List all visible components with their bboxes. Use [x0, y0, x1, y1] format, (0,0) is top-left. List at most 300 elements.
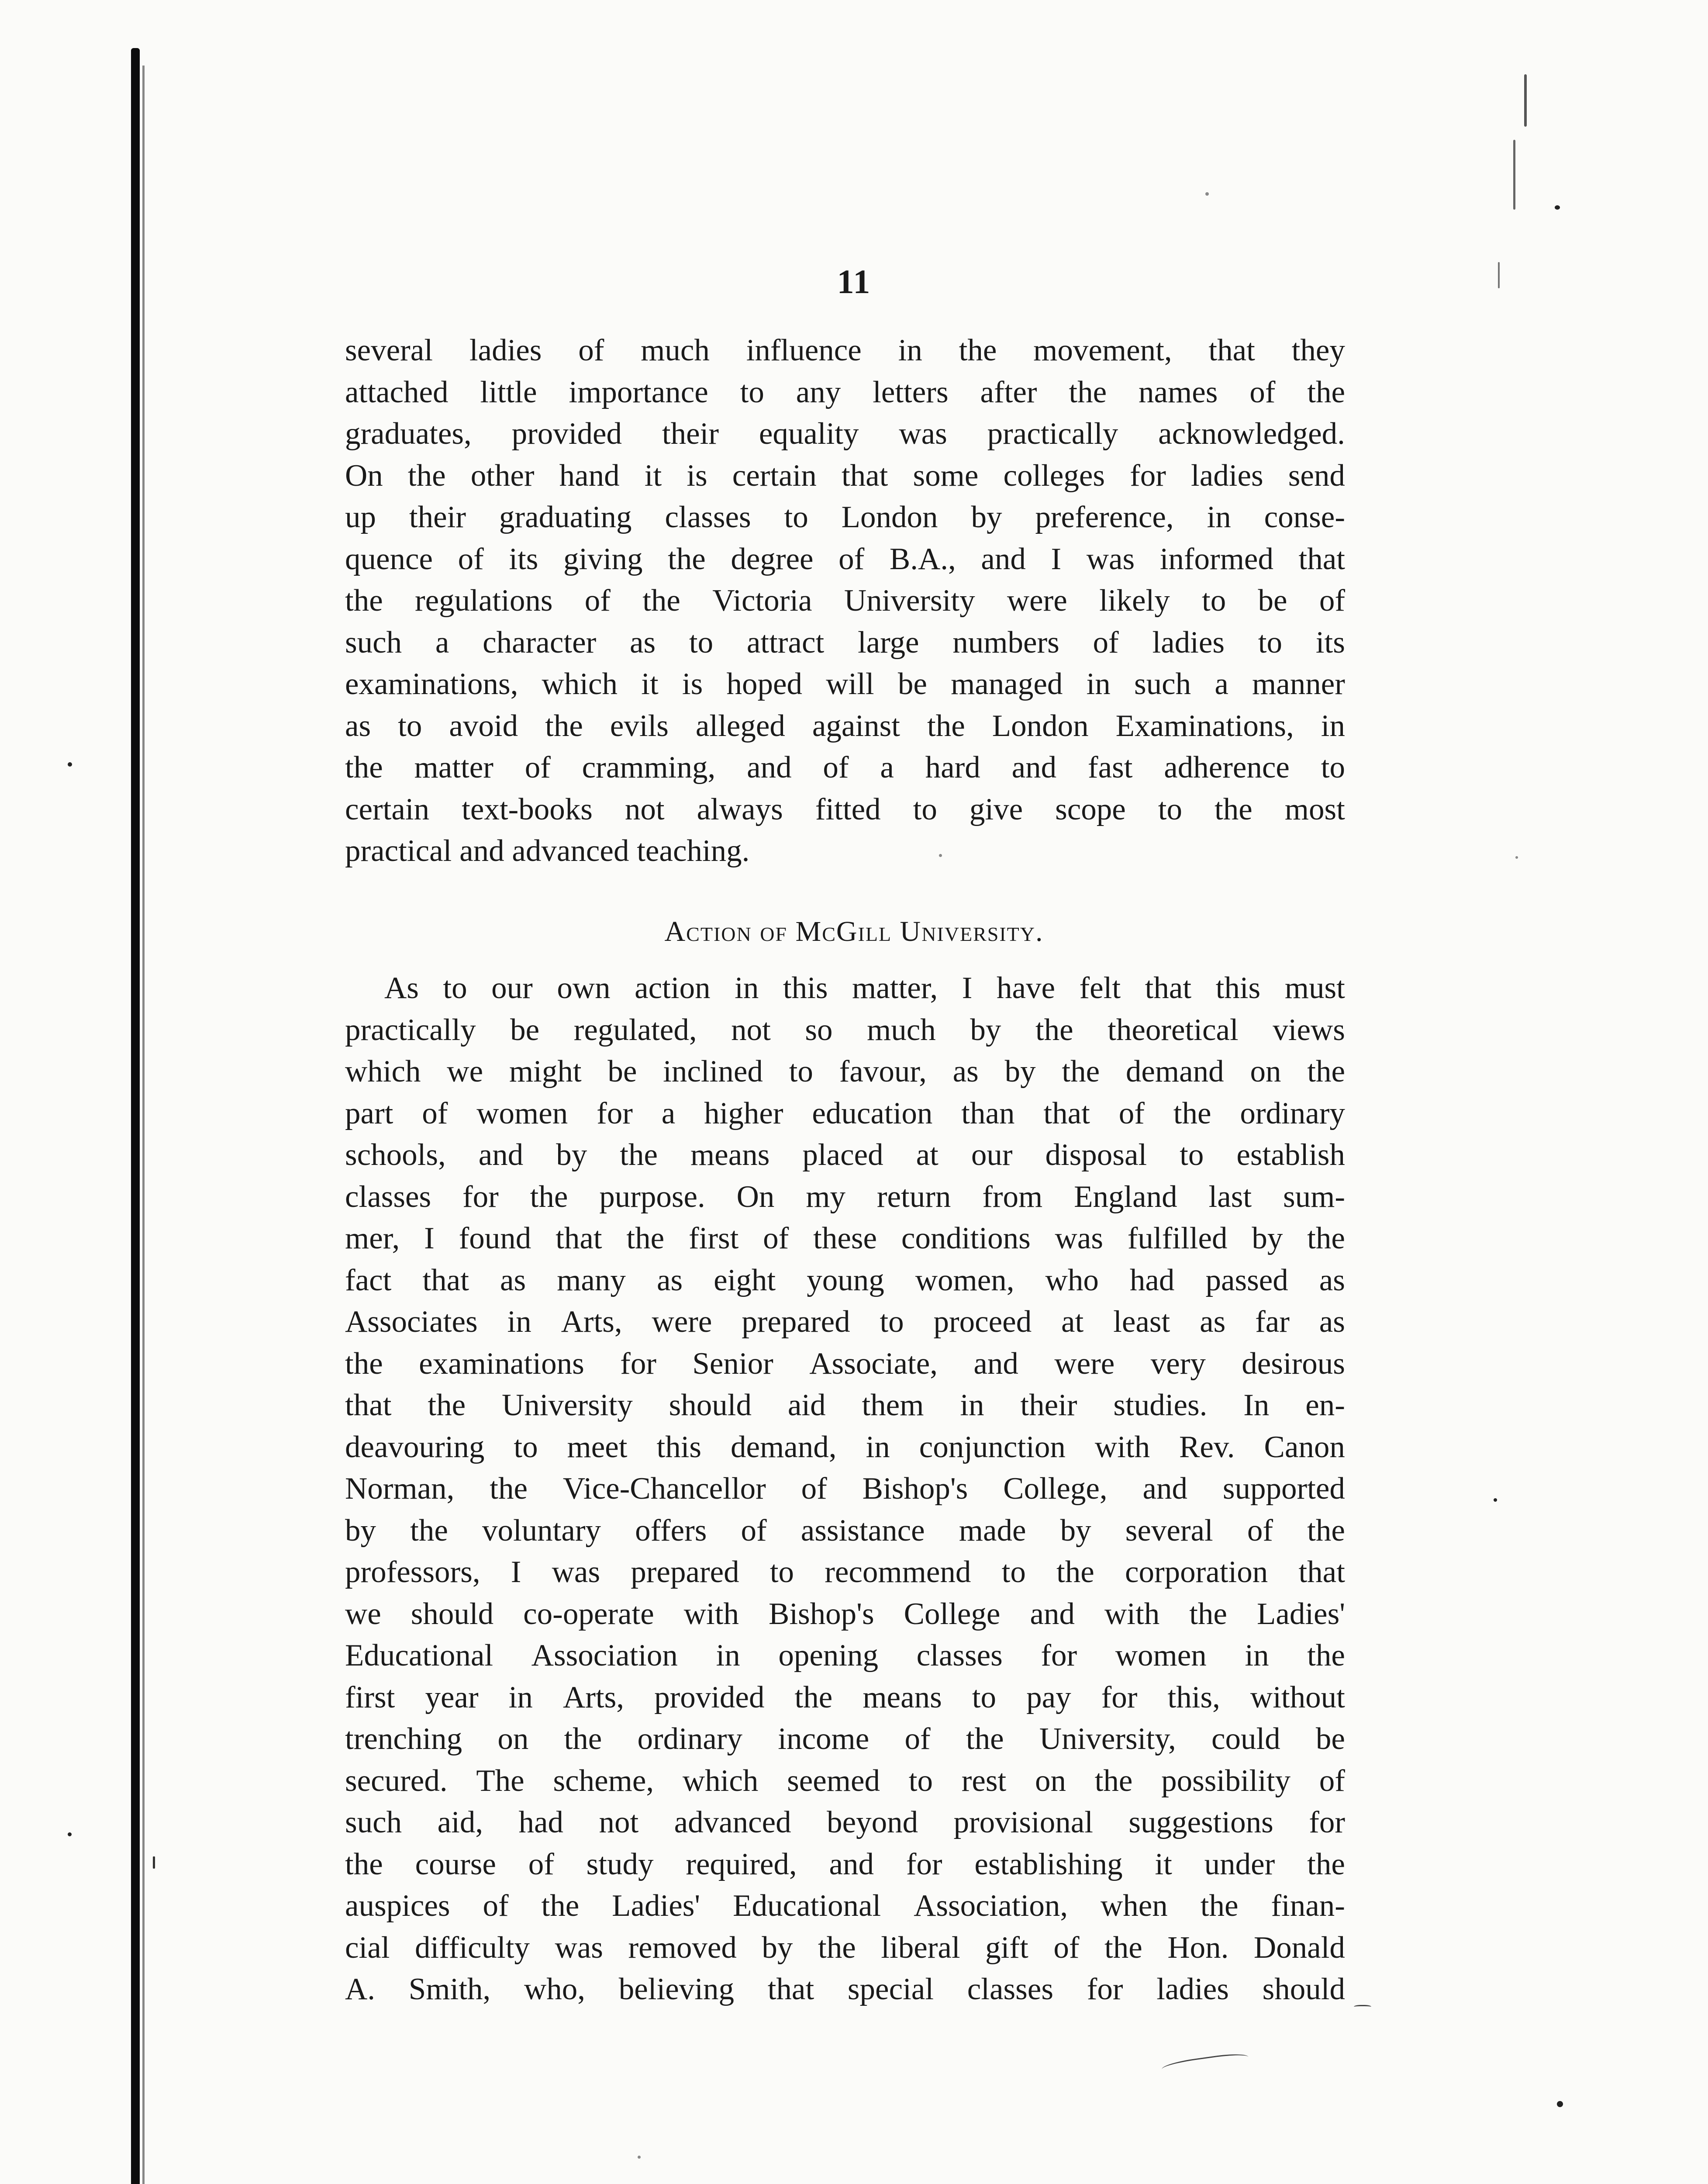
- word: in: [866, 1430, 890, 1464]
- word: to: [514, 1430, 538, 1464]
- word: influence: [746, 333, 862, 367]
- word: ladies: [1152, 625, 1225, 660]
- word: of: [578, 333, 604, 367]
- paragraph-2: [345, 968, 1345, 2011]
- word: the: [541, 1889, 580, 1923]
- word: Smith,: [408, 1972, 491, 2006]
- word: Bishop's: [862, 1472, 968, 1506]
- word: should: [669, 1388, 752, 1422]
- word: attached: [345, 375, 449, 409]
- word: had: [1129, 1263, 1175, 1297]
- word: ladies: [469, 333, 542, 367]
- word: education: [812, 1096, 933, 1130]
- word: secured.: [345, 1763, 448, 1798]
- word: establish: [1236, 1138, 1345, 1172]
- word: other: [470, 458, 535, 493]
- word: to: [789, 1054, 813, 1089]
- word: desirous: [1242, 1346, 1345, 1381]
- word: to: [1321, 750, 1345, 784]
- word: of: [1093, 625, 1119, 660]
- word: classes: [967, 1972, 1053, 2006]
- word: the: [407, 458, 446, 493]
- word: fast: [1087, 750, 1133, 784]
- word: liberal: [881, 1930, 960, 1965]
- word: the: [642, 584, 680, 618]
- word: any: [796, 375, 841, 409]
- word: hard: [925, 750, 980, 784]
- word: of: [1053, 1930, 1080, 1965]
- word: first: [345, 1680, 395, 1714]
- word: the: [966, 1722, 1004, 1756]
- word: Bishop's: [768, 1597, 874, 1631]
- word: gift: [985, 1930, 1028, 1965]
- word: Examinations,: [1115, 708, 1294, 743]
- word: in: [960, 1388, 984, 1422]
- word: send: [1288, 458, 1345, 493]
- word: of: [904, 1722, 931, 1756]
- text-line: [345, 1301, 1345, 1343]
- word: not: [731, 1013, 771, 1047]
- word: Association: [531, 1638, 678, 1673]
- word: provisional: [953, 1805, 1093, 1839]
- word: to: [769, 1555, 794, 1589]
- word: young: [807, 1263, 884, 1297]
- word: our: [491, 971, 533, 1005]
- word: hand: [559, 458, 620, 493]
- text-line: [345, 789, 1345, 831]
- word: Associate,: [809, 1346, 938, 1381]
- word: much: [641, 333, 710, 367]
- word: finan-: [1271, 1889, 1345, 1923]
- word: from: [982, 1179, 1043, 1214]
- word: the: [545, 708, 583, 743]
- text-line: [345, 1885, 1345, 1927]
- word: certain: [732, 458, 817, 493]
- word: in: [735, 971, 759, 1005]
- word: inclined: [663, 1054, 763, 1089]
- word: of: [838, 542, 865, 576]
- word: University,: [1039, 1722, 1176, 1756]
- word: and: [829, 1847, 874, 1881]
- word: my: [806, 1179, 845, 1214]
- word: as: [1319, 1263, 1345, 1297]
- paragraph-1: [345, 330, 1345, 872]
- word: the: [410, 1513, 448, 1548]
- word: its: [1315, 625, 1345, 660]
- word: a: [880, 750, 894, 784]
- word: the: [1069, 375, 1107, 409]
- word: were: [652, 1305, 712, 1339]
- word: in: [508, 1680, 533, 1714]
- word: by: [345, 1513, 376, 1548]
- word: importance: [569, 375, 708, 409]
- word: colleges: [1003, 458, 1105, 493]
- word: Arts,: [561, 1305, 622, 1339]
- word: fitted: [815, 792, 881, 826]
- word: the: [1094, 1763, 1133, 1798]
- word: recommend: [825, 1555, 971, 1589]
- word: graduates,: [345, 417, 472, 451]
- word: likely: [1099, 584, 1170, 618]
- word: always: [697, 792, 783, 826]
- word: informed: [1159, 542, 1273, 576]
- word: to: [443, 971, 467, 1005]
- word: provided: [654, 1680, 765, 1714]
- word: of: [584, 584, 611, 618]
- word: the: [1307, 1221, 1345, 1255]
- text-line: [345, 1677, 1345, 1719]
- word: Educational: [733, 1889, 881, 1923]
- word: study: [586, 1847, 654, 1881]
- word: voluntary: [482, 1513, 601, 1548]
- word: numbers: [952, 625, 1059, 660]
- word: is: [682, 667, 703, 701]
- word: letters: [873, 375, 949, 409]
- word: London: [992, 708, 1089, 743]
- text-line: [345, 1802, 1345, 1844]
- word: University: [844, 584, 975, 618]
- word: auspices: [345, 1889, 450, 1923]
- word: Norman,: [345, 1472, 455, 1506]
- text-line: [345, 1093, 1345, 1135]
- word: not: [625, 792, 665, 826]
- word: and: [1030, 1597, 1075, 1631]
- word: character: [483, 625, 597, 660]
- word: own: [557, 971, 611, 1005]
- word: the: [1035, 1013, 1073, 1047]
- word: after: [980, 375, 1037, 409]
- word: proceed: [933, 1305, 1032, 1339]
- word: that: [1298, 1555, 1345, 1589]
- word: deavouring: [345, 1430, 485, 1464]
- word: of: [524, 750, 551, 784]
- word: and: [478, 1138, 524, 1172]
- word: was: [1086, 542, 1135, 576]
- word: could: [1211, 1722, 1280, 1756]
- word: and: [973, 1346, 1018, 1381]
- word: passed: [1205, 1263, 1288, 1297]
- word: England: [1074, 1179, 1177, 1214]
- word: to: [1001, 1555, 1026, 1589]
- word: on: [1035, 1763, 1066, 1798]
- word: Ladies': [612, 1889, 700, 1923]
- word: special: [847, 1972, 934, 2006]
- word: might: [509, 1054, 582, 1089]
- word: as: [1200, 1305, 1226, 1339]
- scan-speck: [68, 1832, 72, 1836]
- word: equality: [759, 417, 859, 451]
- word: for: [1130, 458, 1166, 493]
- scan-speck: [1557, 2101, 1563, 2107]
- word: preference,: [1035, 500, 1174, 534]
- word: to: [880, 1305, 904, 1339]
- word: aid: [787, 1388, 826, 1422]
- word: such: [345, 625, 402, 660]
- word: little: [480, 375, 537, 409]
- word: its: [509, 542, 538, 576]
- word: the: [490, 1472, 528, 1506]
- scan-speck: [153, 1856, 155, 1869]
- word: course: [415, 1847, 496, 1881]
- word: which: [682, 1763, 759, 1798]
- word: last: [1208, 1179, 1252, 1214]
- word: of: [422, 1096, 448, 1130]
- word: of: [801, 1472, 827, 1506]
- word: giving: [563, 542, 643, 576]
- word: is: [687, 458, 707, 493]
- word: scope: [1055, 792, 1126, 826]
- word: as: [952, 1054, 979, 1089]
- word: I: [962, 971, 973, 1005]
- word: I: [424, 1221, 435, 1255]
- word: than: [961, 1096, 1015, 1130]
- word: the: [620, 1138, 658, 1172]
- scan-speck: [1498, 262, 1500, 288]
- word: the: [1307, 1847, 1345, 1881]
- word: of: [458, 542, 484, 576]
- word: that: [345, 1388, 392, 1422]
- word: which: [345, 1054, 421, 1089]
- word: text-books: [462, 792, 593, 826]
- word: sum-: [1283, 1179, 1345, 1214]
- word: certain: [345, 792, 430, 826]
- text-line: [345, 1385, 1345, 1427]
- word: demand: [1125, 1054, 1224, 1089]
- word: that: [767, 1972, 814, 2006]
- text-line: practical and advanced teaching.: [345, 834, 750, 868]
- word: Association,: [914, 1889, 1068, 1923]
- word: Educational: [345, 1638, 493, 1673]
- text-line: [345, 1134, 1345, 1176]
- scan-speck: [939, 854, 942, 857]
- word: be: [1315, 1722, 1345, 1756]
- word: meet: [567, 1430, 628, 1464]
- word: on: [1250, 1054, 1281, 1089]
- scan-speck: [1555, 205, 1560, 210]
- word: eight: [714, 1263, 776, 1297]
- word: made: [959, 1513, 1026, 1548]
- word: adherence: [1164, 750, 1290, 784]
- word: large: [857, 625, 919, 660]
- word: women,: [915, 1263, 1014, 1297]
- word: views: [1273, 1013, 1345, 1047]
- scan-speck: [1524, 74, 1527, 127]
- word: in: [1086, 667, 1111, 701]
- word: regulations: [415, 584, 553, 618]
- word: difficulty: [415, 1930, 530, 1965]
- word: the: [818, 1930, 856, 1965]
- word: the: [626, 1221, 665, 1255]
- word: On: [736, 1179, 775, 1214]
- word: a: [435, 625, 449, 660]
- text-line: [345, 539, 1345, 581]
- word: of: [1319, 1763, 1345, 1798]
- word: Vice-Chancellor: [562, 1472, 766, 1506]
- word: acknowledged.: [1158, 417, 1345, 451]
- word: in: [716, 1638, 740, 1673]
- word: the: [1215, 792, 1253, 826]
- word: it: [641, 667, 659, 701]
- word: degree: [731, 542, 814, 576]
- word: alleged: [695, 708, 785, 743]
- word: we: [345, 1597, 381, 1631]
- word: A.: [345, 1972, 376, 2006]
- word: to: [908, 1763, 933, 1798]
- word: in: [1321, 708, 1345, 743]
- word: that: [841, 458, 888, 493]
- word: of: [1249, 375, 1276, 409]
- word: regulated,: [573, 1013, 697, 1047]
- word: to: [1258, 625, 1283, 660]
- word: first: [688, 1221, 739, 1255]
- word: As: [384, 971, 419, 1005]
- word: means: [690, 1138, 770, 1172]
- word: be: [510, 1013, 540, 1047]
- word: to: [689, 625, 714, 660]
- word: return: [876, 1179, 951, 1214]
- word: of: [763, 1221, 789, 1255]
- word: to: [913, 792, 937, 826]
- word: practically: [345, 1013, 476, 1047]
- word: to: [1180, 1138, 1204, 1172]
- word: have: [996, 971, 1055, 1005]
- binding-edge-inner-shadow: [142, 66, 145, 2184]
- word: as: [1319, 1305, 1345, 1339]
- text-line: [345, 968, 1345, 1009]
- word: so: [805, 1013, 833, 1047]
- word: theoretical: [1108, 1013, 1239, 1047]
- word: that: [422, 1263, 469, 1297]
- word: ordinary: [1240, 1096, 1345, 1130]
- word: as: [656, 1263, 683, 1297]
- word: such: [345, 1805, 402, 1839]
- text-line: [345, 580, 1345, 622]
- word: who: [1045, 1263, 1099, 1297]
- word: believing: [618, 1972, 734, 2006]
- word: practically: [987, 417, 1118, 451]
- scan-speck: [68, 762, 72, 767]
- word: demand,: [731, 1430, 837, 1464]
- binding-edge-shadow: [131, 48, 140, 2184]
- word: we: [447, 1054, 483, 1089]
- word: hoped: [726, 667, 802, 701]
- word: be: [607, 1054, 637, 1089]
- word: quence: [345, 542, 433, 576]
- word: that: [1298, 542, 1345, 576]
- word: it: [1155, 1847, 1172, 1881]
- word: rest: [961, 1763, 1007, 1798]
- word: year: [425, 1680, 479, 1714]
- word: removed: [628, 1930, 737, 1965]
- text-line: [345, 1593, 1345, 1635]
- text-line: [345, 413, 1345, 455]
- word: cramming,: [582, 750, 716, 784]
- word: a: [661, 1096, 676, 1130]
- text-line: [345, 1552, 1345, 1593]
- word: avoid: [449, 708, 518, 743]
- word: not: [599, 1805, 639, 1839]
- word: by: [970, 1013, 1001, 1047]
- text-line: [345, 1009, 1345, 1051]
- word: and: [747, 750, 792, 784]
- word: classes: [345, 1179, 431, 1214]
- text-line: [345, 747, 1345, 789]
- word: the: [1307, 1638, 1345, 1673]
- word: examinations: [419, 1346, 584, 1381]
- word: the: [1056, 1555, 1094, 1589]
- word: to: [398, 708, 422, 743]
- word: should: [411, 1597, 494, 1631]
- word: that: [1145, 971, 1192, 1005]
- word: will: [826, 667, 874, 701]
- word: the: [345, 1346, 383, 1381]
- word: classes: [916, 1638, 1003, 1673]
- word: manner: [1252, 667, 1345, 701]
- word: names: [1138, 375, 1218, 409]
- word: higher: [704, 1096, 783, 1130]
- word: the: [1307, 1054, 1345, 1089]
- word: College,: [1003, 1472, 1108, 1506]
- scan-speck: [1494, 1498, 1497, 1502]
- word: Arts,: [562, 1680, 624, 1714]
- text-line: [345, 330, 1345, 372]
- word: to: [972, 1680, 997, 1714]
- word: several: [1125, 1513, 1213, 1548]
- word: Ladies': [1256, 1597, 1345, 1631]
- word: studies.: [1113, 1388, 1208, 1422]
- text-line: [345, 1427, 1345, 1469]
- word: disposal: [1045, 1138, 1147, 1172]
- word: schools,: [345, 1138, 446, 1172]
- word: which: [542, 667, 618, 701]
- word: Victoria: [712, 584, 812, 618]
- word: and: [1011, 750, 1057, 784]
- word: the: [564, 1722, 602, 1756]
- word: possibility: [1161, 1763, 1291, 1798]
- word: part: [345, 1096, 393, 1130]
- word: give: [969, 792, 1023, 826]
- text-line: [345, 1343, 1345, 1385]
- text-line: [345, 622, 1345, 664]
- word: the: [927, 708, 965, 743]
- scan-speck: [1513, 140, 1515, 210]
- word: the: [1307, 375, 1345, 409]
- word: prepared: [742, 1305, 850, 1339]
- text-line: [345, 1969, 1345, 2011]
- word: establishing: [974, 1847, 1123, 1881]
- word: ladies: [1191, 458, 1263, 493]
- word: examinations,: [345, 667, 518, 701]
- word: women: [1115, 1638, 1207, 1673]
- word: graduating: [499, 500, 632, 534]
- word: up: [345, 500, 376, 534]
- word: Hon.: [1167, 1930, 1229, 1965]
- word: for: [906, 1847, 942, 1881]
- word: of: [741, 1513, 767, 1548]
- text-line: [345, 1927, 1345, 1969]
- word: offers: [635, 1513, 707, 1548]
- word: of: [1247, 1513, 1273, 1548]
- word: far: [1255, 1305, 1290, 1339]
- text-line: [345, 705, 1345, 747]
- word: of: [483, 1889, 509, 1923]
- word: for: [597, 1096, 633, 1130]
- word: at: [1061, 1305, 1084, 1339]
- word: the: [1200, 1889, 1239, 1923]
- word: had: [518, 1805, 564, 1839]
- word: en-: [1305, 1388, 1345, 1422]
- word: professors,: [345, 1555, 480, 1589]
